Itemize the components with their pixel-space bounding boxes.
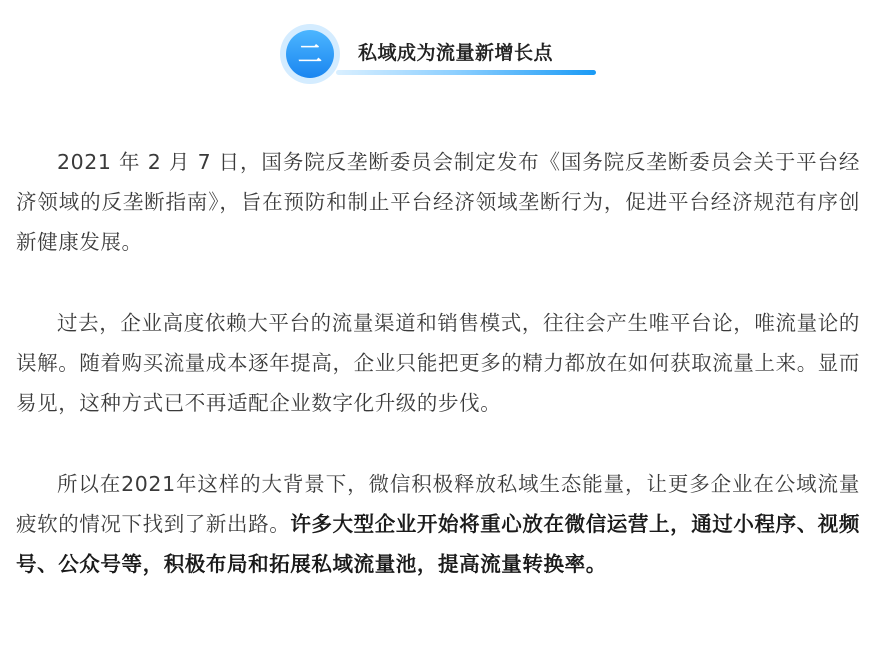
paragraph-3-text: 所以在2021年这样的大背景下，微信积极释放私域生态能量，让更多企业在公域流量疲软的情况下找到了新出路。 bbox=[16, 472, 860, 536]
paragraph-2 bbox=[16, 303, 860, 423]
paragraph-1-text: 2021 年 2 月 7 日，国务院反垄断委员会制定发布《国务院反垄断委员会关于平台经济领域的反垄断指南》，旨在预防和制止平台经济领域垄断行为，促进平台经济规范有序创新健康发展。 bbox=[16, 150, 860, 254]
section-header bbox=[278, 20, 608, 90]
paragraph-1 bbox=[16, 142, 860, 262]
paragraph-3 bbox=[16, 464, 860, 584]
section-number-badge: 二 bbox=[286, 30, 334, 78]
paragraph-3-bold-text: 许多大型企业开始将重心放在微信运营上，通过小程序、视频号、公众号等，积极布局和拓展私域流量池，提高流量转换率。 bbox=[16, 512, 861, 576]
article-body bbox=[16, 142, 860, 584]
section-title: 私域成为流量新增长点 bbox=[358, 42, 554, 64]
paragraph-2-text: 过去，企业高度依赖大平台的流量渠道和销售模式，往往会产生唯平台论，唯流量论的误解。随着购买流量成本逐年提高，企业只能把更多的精力都放在如何获取流量上来。显而易见，这种方式已不再适配企业数字化升级的步伐。 bbox=[16, 311, 860, 415]
section-title-underline bbox=[336, 70, 596, 75]
